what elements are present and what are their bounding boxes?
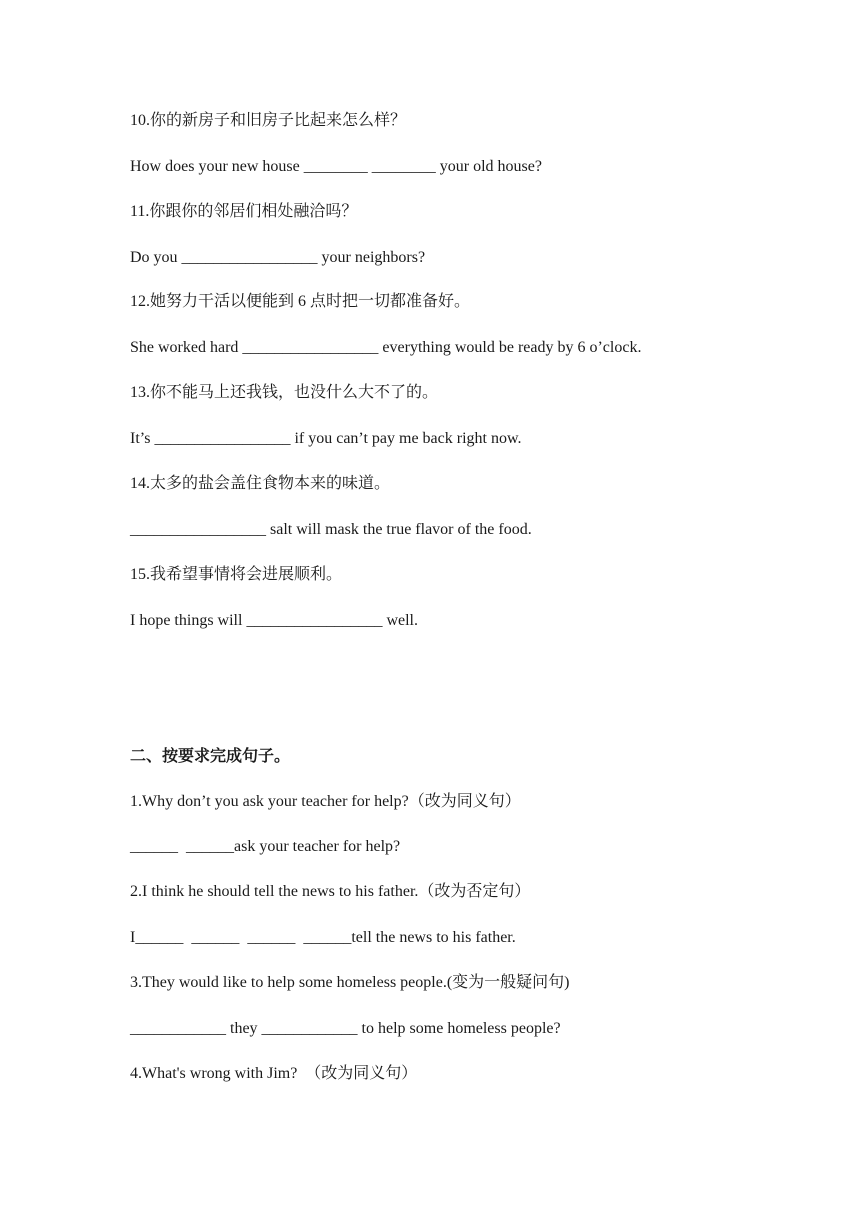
rewrite-1-prompt: 1.Why don’t you ask your teacher for help?（改为同义句） <box>130 793 521 810</box>
question-10-english: How does your new house ________ ________ your old house? <box>130 158 542 175</box>
question-15-chinese: 15.我希望事情将会进展顺利。 <box>130 566 343 583</box>
rewrite-1-answer-line: ______ ______ask your teacher for help? <box>130 838 401 855</box>
question-14-english: _________________ salt will mask the true flavor of the food. <box>130 521 532 538</box>
question-13-english: It’s _________________ if you can’t pay me back right now. <box>130 430 522 447</box>
question-14-chinese: 14.太多的盐会盖住食物本来的味道。 <box>130 475 391 492</box>
question-11-english: Do you _________________ your neighbors? <box>130 249 426 266</box>
question-15-english: I hope things will _________________ well. <box>130 612 418 629</box>
question-13-chinese: 13.你不能马上还我钱，也没什么大不了的。 <box>130 384 439 401</box>
question-10-chinese: 10.你的新房子和旧房子比起来怎么样？ <box>130 112 407 129</box>
rewrite-3-answer-line: ____________ they ____________ to help some homeless people? <box>130 1020 561 1037</box>
rewrite-4-prompt: 4.What's wrong with Jim? （改为同义句） <box>130 1065 418 1082</box>
rewrite-2-answer-line: I______ ______ ______ ______tell the news to his father. <box>130 929 516 946</box>
section-2-heading: 二、按要求完成句子。 <box>130 748 291 765</box>
question-12-english: She worked hard _________________ everything would be ready by 6 o’clock. <box>130 339 642 356</box>
rewrite-3-prompt: 3.They would like to help some homeless people.(变为一般疑问句) <box>130 974 570 991</box>
rewrite-2-prompt: 2.I think he should tell the news to his father.（改为否定句） <box>130 883 531 900</box>
question-11-chinese: 11.你跟你的邻居们相处融洽吗？ <box>130 203 358 220</box>
question-12-chinese: 12.她努力干活以便能到 6 点时把一切都准备好。 <box>130 293 471 310</box>
